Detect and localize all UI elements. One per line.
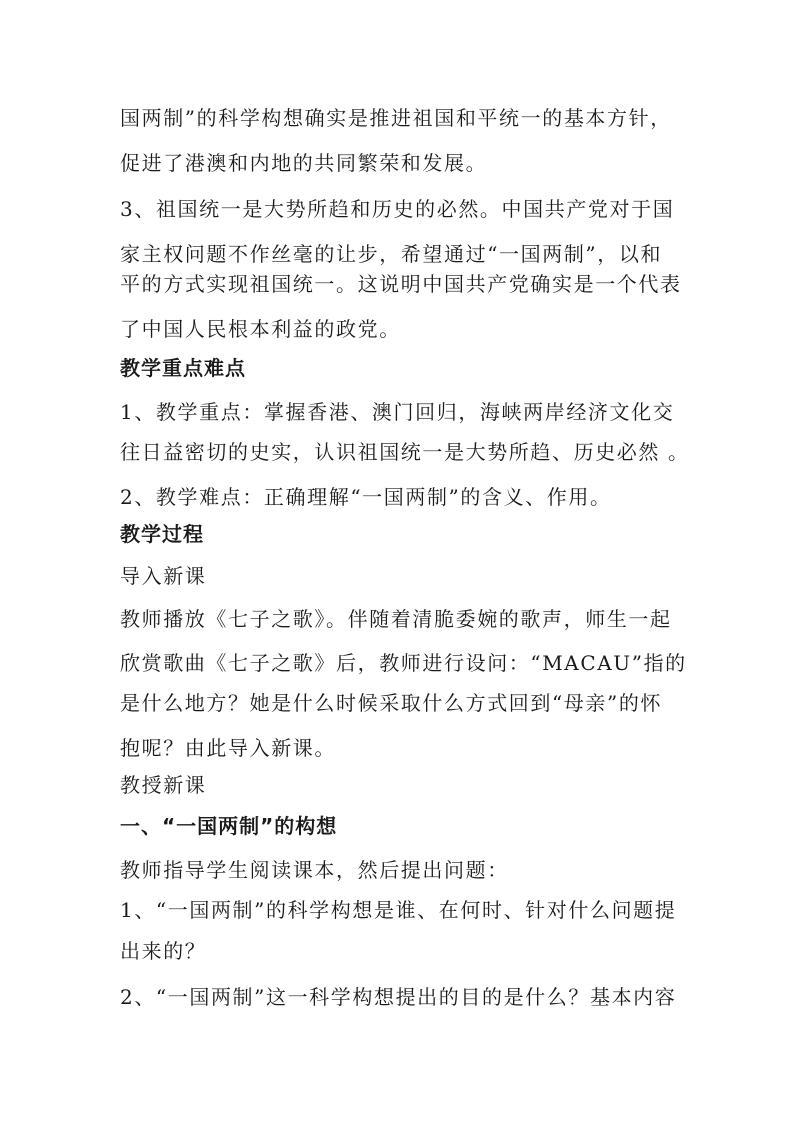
paragraph-line: 1、“一国两制”的科学构想是谁、在何时、针对什么问题提 <box>120 898 677 922</box>
paragraph-line: 促进了港澳和内地的共同繁荣和发展。 <box>120 151 488 175</box>
paragraph-line: 2、教学难点：正确理解“一国两制”的含义、作用。 <box>120 485 612 509</box>
paragraph-line: 了中国人民根本利益的政党。 <box>120 317 401 341</box>
paragraph-line: 出来的？ <box>120 939 207 963</box>
paragraph-line: 3、祖国统一是大势所趋和历史的必然。中国共产党对于国 <box>120 197 675 221</box>
paragraph-line: 往日益密切的史实，认识祖国统一是大势所趋、历史必然 。 <box>120 440 690 464</box>
section-heading-teaching-process: 教学过程 <box>120 522 204 546</box>
paragraph-line: 是什么地方？她是什么时候采取什么方式回到“母亲”的怀 <box>120 691 663 715</box>
paragraph-line: 平的方式实现祖国统一。这说明中国共产党确实是一个代表 <box>120 272 682 296</box>
paragraph-line: 2、“一国两制”这一科学构想提出的目的是什么？基本内容 <box>120 985 677 1009</box>
paragraph-line: 欣赏歌曲《七子之歌》后，教师进行设问：“MACAU”指的 <box>120 651 687 675</box>
paragraph-line: 国两制”的科学构想确实是推进祖国和平统一的基本方针， <box>120 106 672 130</box>
paragraph-line: 教师指导学生阅读课本，然后提出问题： <box>120 858 509 882</box>
section-heading-key-points: 教学重点难点 <box>120 356 246 380</box>
subheading-new-lesson: 教授新课 <box>120 773 207 797</box>
subheading-intro: 导入新课 <box>120 564 207 588</box>
paragraph-line: 家主权问题不作丝毫的让步，希望通过“一国两制”，以和 <box>120 242 663 266</box>
paragraph-line: 1、教学重点：掌握香港、澳门回归，海峡两岸经济文化交 <box>120 400 675 424</box>
paragraph-line: 抱呢？由此导入新课。 <box>120 736 336 760</box>
paragraph-line: 教师播放《七子之歌》。伴随着清脆委婉的歌声，师生一起 <box>120 607 672 631</box>
section-heading-one-country-two-systems: 一、“一国两制”的构想 <box>120 814 338 838</box>
